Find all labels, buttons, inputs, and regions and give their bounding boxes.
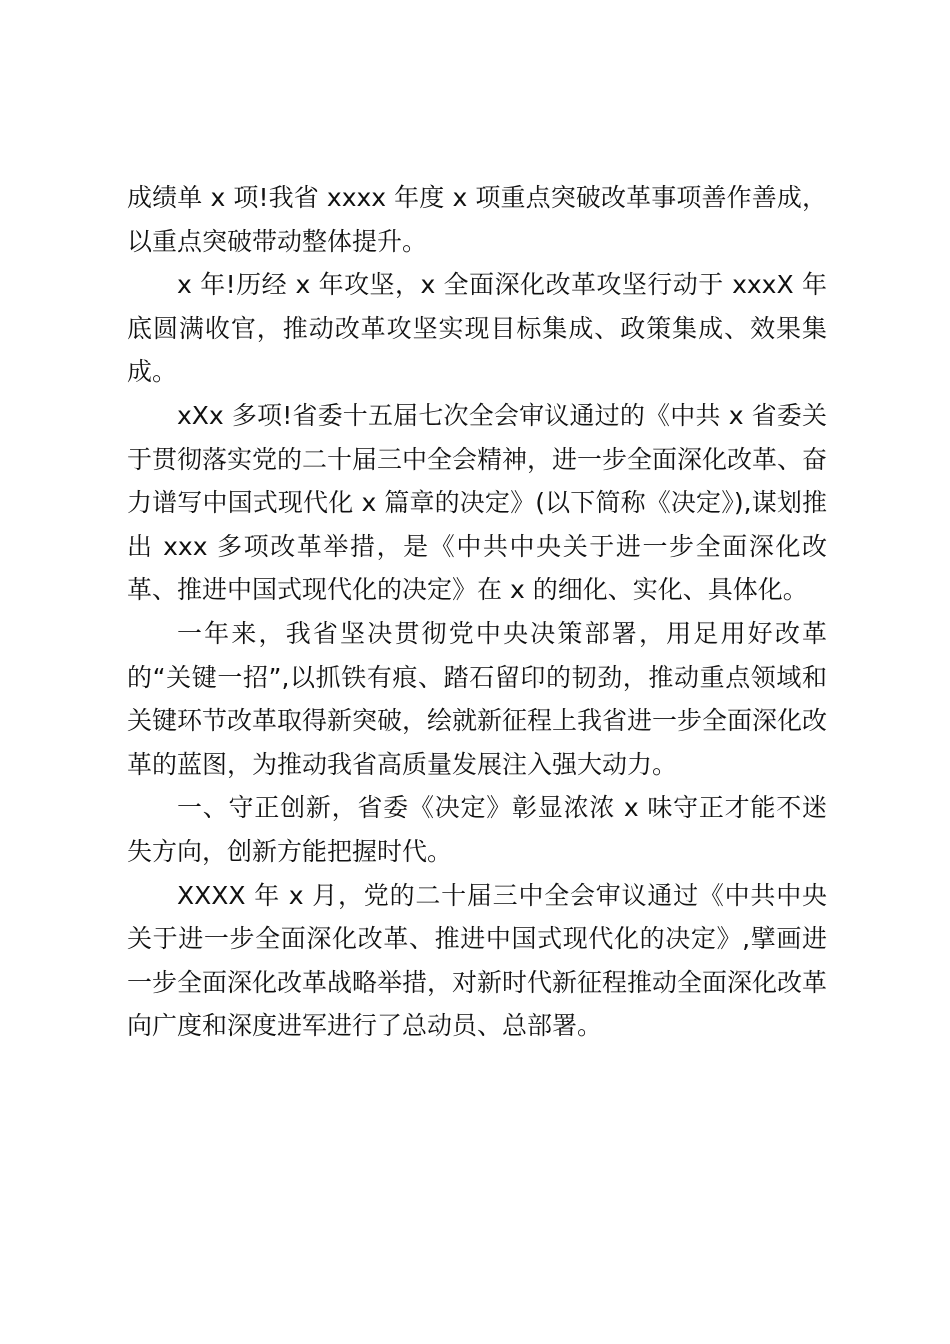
paragraph-3: xXx 多项!省委十五届七次全会审议通过的《中共 x 省委关于贯彻落实党的二十届三中全会精神，进一步全面深化改革、奋力谱写中国式现代化 x 篇章的决定》(以下简称《决定》),谋划推出 xxx 多项改革举措，是《中共中央关于进一步全面深化改革、推进中国式现代化的决定》在 x 的细化、实化、具体化。 xyxy=(127,400,828,605)
paragraph-4: 一年来，我省坚决贯彻党中央决策部署，用足用好改革的“关键一招”,以抓铁有痕、踏石留印的韧劲，推动重点领域和关键环节改革取得新突破，绘就新征程上我省进一步全面深化改革的蓝图，为推动我省高质量发展注入强大动力。 xyxy=(127,618,828,779)
paragraph-2: x 年!历经 x 年攻坚，x 全面深化改革攻坚行动于 xxxX 年底圆满收官，推动改革攻坚实现目标集成、政策集成、效果集成。 xyxy=(127,270,827,387)
paragraph-5-heading: 一、守正创新，省委《决定》彰显浓浓 x 味守正才能不迷失方向，创新方能把握时代。 xyxy=(127,793,827,866)
paragraph-1: 成绩单 x 项!我省 xxxx 年度 x 项重点突破改革事项善作善成，以重点突破带动整体提升。 xyxy=(127,183,827,256)
paragraph-6: XXXX 年 x 月，党的二十届三中全会审议通过《中共中央关于进一步全面深化改革、推进中国式现代化的决定》,擘画进一步全面深化改革战略举措，对新时代新征程推动全面深化改革向广度和深度进军进行了总动员、总部署。 xyxy=(127,880,828,1041)
document-body xyxy=(127,176,827,1048)
